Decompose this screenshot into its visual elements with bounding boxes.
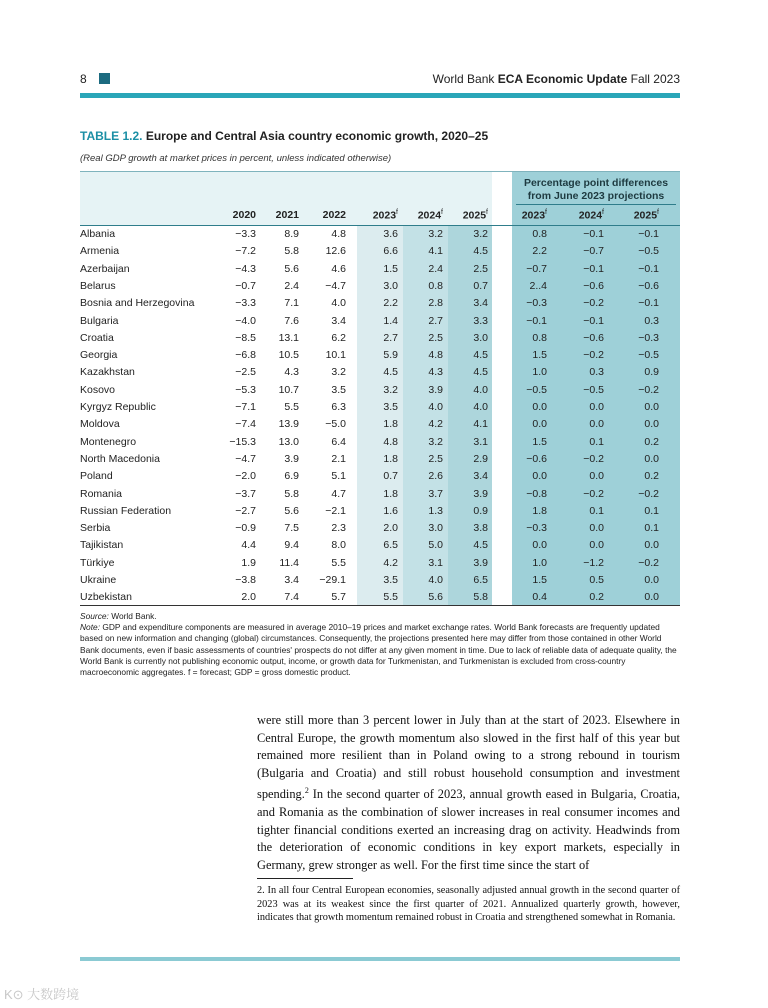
pp-col-header-2024: 2024$^f$ <box>578 209 604 222</box>
table-row <box>80 572 680 589</box>
table-row <box>80 468 680 485</box>
growth-value: 2.9 <box>473 452 488 465</box>
body-text-part1: were still more than 3 percent lower in July than at the start of 2023. Elsewhere in Central Europe, the growth momentum also slowed in the first half of this year but remained more resilient than in Poland owing to a strong rebound in tourism (Bulgaria and Croatia) and still robust household consumption and investment spending. <box>257 713 680 802</box>
growth-value: 4.5 <box>383 366 398 379</box>
growth-value: 3.9 <box>428 383 443 396</box>
growth-value: 4.5 <box>473 349 488 362</box>
growth-value: 4.1 <box>473 418 488 431</box>
growth-value: −0.7 <box>235 279 256 292</box>
pp-difference-value: −0.2 <box>583 452 604 465</box>
growth-value: −2.0 <box>235 470 256 483</box>
country-name: Tajikistan <box>80 539 124 552</box>
growth-value: 5.9 <box>383 349 398 362</box>
country-name: Armenia <box>80 245 120 258</box>
pp-difference-value: 0.1 <box>589 504 604 517</box>
country-name: Kosovo <box>80 383 116 396</box>
table-row <box>80 589 680 606</box>
growth-value: 10.1 <box>325 349 346 362</box>
running-head-title: ECA Economic Update <box>497 72 628 86</box>
growth-value: 1.6 <box>383 504 398 517</box>
growth-value: 2.7 <box>428 314 443 327</box>
growth-value: 4.3 <box>428 366 443 379</box>
pp-difference-value: 2.2 <box>532 245 547 258</box>
running-head <box>433 72 680 86</box>
footnote-rule <box>257 878 353 879</box>
growth-value: 3.4 <box>473 470 488 483</box>
country-name: Poland <box>80 470 113 483</box>
table-label: TABLE 1.2. <box>80 129 143 143</box>
growth-value: 5.6 <box>284 262 299 275</box>
growth-value: 2.0 <box>241 591 256 604</box>
pp-difference-value: 0.8 <box>532 331 547 344</box>
growth-value: 3.4 <box>331 314 346 327</box>
pp-difference-value: 0.1 <box>589 435 604 448</box>
pp-difference-value: 0.9 <box>644 366 659 379</box>
pp-difference-value: −0.5 <box>638 245 659 258</box>
country-name: Türkiye <box>80 556 115 569</box>
pp-difference-value: 0.0 <box>644 539 659 552</box>
growth-value: 7.5 <box>284 522 299 535</box>
table-row <box>80 520 680 537</box>
pp-difference-value: −0.2 <box>638 487 659 500</box>
table-row <box>80 399 680 416</box>
growth-value: 4.8 <box>428 349 443 362</box>
col-header-2021: 2021 <box>275 209 299 221</box>
growth-value: 1.8 <box>383 452 398 465</box>
pp-difference-value: 1.5 <box>532 435 547 448</box>
growth-value: 3.9 <box>473 556 488 569</box>
growth-value: −7.1 <box>235 401 256 413</box>
growth-value: 4.0 <box>473 401 488 413</box>
pp-difference-value: 0.5 <box>589 574 604 586</box>
note-label: Note: <box>80 622 101 633</box>
note-text: GDP and expenditure components are measured in average 2010–19 prices and market exchange rates. World Bank forecasts are frequently updated based on new information and changing (global) circumstances. Consequently, the projections presented here may differ from those contained in other World Bank documents, even if basic assessments of countries' prospects do not differ at any given moment in time. Due to lack of reliable data of adequate quality, the World Bank is currently not publishing economic output, income, or growth data for Turkmenistan, and Turkmenistan is excluded from cross-country macroeconomic aggregates. f = forecast; GDP = gross domestic product. <box>80 622 677 678</box>
growth-value: 3.5 <box>331 383 346 396</box>
footnote: 2. In all four Central European economies, seasonally adjusted annual growth in the second quarter of 2023 was at its weakest since the first quarter of 2021. Annualized quarterly growth, however, indicates that growth momentum remained robust in Croatia and strengthened somewhat in Romania. <box>257 885 680 924</box>
table-row <box>80 451 680 468</box>
table-row <box>80 330 680 347</box>
growth-value: 5.5 <box>383 591 398 604</box>
pp-difference-value: −0.5 <box>638 349 659 362</box>
growth-value: 4.0 <box>428 574 443 586</box>
pp-difference-value: 1.5 <box>532 574 547 586</box>
growth-value: 4.5 <box>473 366 488 379</box>
running-head-prefix: World Bank <box>432 72 498 86</box>
growth-value: 2.7 <box>383 331 398 344</box>
pp-difference-value: 0.0 <box>589 522 604 535</box>
col-header-2023: 2023$^f$ <box>372 209 398 222</box>
pp-difference-value: 2..4 <box>529 279 547 292</box>
table-row <box>80 486 680 503</box>
growth-value: −3.8 <box>235 574 256 586</box>
growth-value: 6.3 <box>331 401 346 413</box>
table-row <box>80 503 680 520</box>
pp-difference-value: 0.0 <box>589 418 604 431</box>
growth-value: −15.3 <box>229 435 256 448</box>
growth-value: 5.7 <box>331 591 346 604</box>
growth-value: 4.8 <box>383 435 398 448</box>
growth-value: 1.3 <box>428 504 443 517</box>
growth-value: −3.7 <box>235 487 256 500</box>
growth-value: 1.8 <box>383 418 398 431</box>
growth-value: 8.0 <box>331 539 346 552</box>
pp-difference-value: 0.0 <box>532 401 547 413</box>
pp-difference-value: 0.2 <box>644 470 659 483</box>
growth-value: 12.6 <box>325 245 346 258</box>
growth-value: 3.6 <box>383 228 398 240</box>
growth-value: 4.8 <box>331 228 346 240</box>
country-name: Moldova <box>80 418 120 431</box>
pp-difference-value: −0.8 <box>526 487 547 500</box>
growth-value: 2.2 <box>383 297 398 310</box>
growth-value: 5.5 <box>331 556 346 569</box>
pp-difference-value: −0.6 <box>583 279 604 292</box>
table-row <box>80 347 680 364</box>
source-label: Source: <box>80 611 109 621</box>
growth-value: 3.5 <box>383 401 398 413</box>
growth-value: −7.4 <box>235 418 256 431</box>
growth-value: 2.4 <box>284 279 299 292</box>
country-name: Montenegro <box>80 435 137 448</box>
growth-value: 3.5 <box>383 574 398 586</box>
country-name: Kazakhstan <box>80 366 135 379</box>
growth-value: 13.1 <box>278 331 299 344</box>
growth-value: 3.2 <box>383 383 398 396</box>
pp-difference-value: 0.0 <box>589 539 604 552</box>
country-name: Russian Federation <box>80 504 172 517</box>
source-line <box>80 611 680 622</box>
growth-value: 5.8 <box>284 487 299 500</box>
col-header-2020: 2020 <box>232 209 256 221</box>
growth-value: 3.3 <box>473 314 488 327</box>
growth-value: 4.0 <box>331 297 346 310</box>
country-name: Serbia <box>80 522 111 535</box>
note-line <box>80 622 680 678</box>
pp-heading-rule <box>516 204 676 205</box>
country-name: Romania <box>80 487 123 500</box>
pp-difference-value: −0.2 <box>583 297 604 310</box>
country-name: Kyrgyz Republic <box>80 401 156 413</box>
growth-value: 4.0 <box>428 401 443 413</box>
country-name: Bulgaria <box>80 314 119 327</box>
growth-value: 4.0 <box>473 383 488 396</box>
growth-value: 3.1 <box>428 556 443 569</box>
pp-difference-value: 1.0 <box>532 556 547 569</box>
pp-difference-value: −0.1 <box>583 262 604 275</box>
growth-value: 5.5 <box>284 401 299 413</box>
table-row <box>80 226 680 243</box>
pp-difference-value: 0.0 <box>644 574 659 586</box>
growth-value: 6.5 <box>383 539 398 552</box>
pp-col-header-2025: 2025$^f$ <box>633 209 659 222</box>
growth-value: 7.4 <box>284 591 299 604</box>
growth-value: 3.4 <box>473 297 488 310</box>
growth-value: 6.4 <box>331 435 346 448</box>
pp-difference-value: 1.0 <box>532 366 547 379</box>
pp-difference-value: 0.0 <box>589 470 604 483</box>
pp-difference-value: −0.5 <box>526 383 547 396</box>
pp-difference-value: 0.8 <box>532 228 547 240</box>
growth-value: −7.2 <box>235 245 256 258</box>
growth-value: 3.2 <box>428 228 443 240</box>
growth-value: −4.7 <box>235 452 256 465</box>
growth-value: 3.8 <box>473 522 488 535</box>
pp-difference-value: −0.2 <box>583 349 604 362</box>
pp-difference-value: −0.2 <box>638 383 659 396</box>
growth-value: −2.7 <box>235 504 256 517</box>
pp-difference-value: −0.6 <box>638 279 659 292</box>
growth-value: 3.2 <box>428 435 443 448</box>
pp-difference-value: 0.4 <box>532 591 547 604</box>
growth-value: 0.9 <box>473 504 488 517</box>
pp-difference-value: 0.0 <box>644 591 659 604</box>
growth-value: 4.2 <box>428 418 443 431</box>
table-row <box>80 434 680 451</box>
pp-difference-value: 0.0 <box>532 539 547 552</box>
growth-value: 4.6 <box>331 262 346 275</box>
col-header-2025: 2025$^f$ <box>462 209 488 222</box>
pp-difference-value: −0.1 <box>638 297 659 310</box>
growth-value: 5.1 <box>331 470 346 483</box>
growth-value: 3.1 <box>473 435 488 448</box>
growth-value: 4.7 <box>331 487 346 500</box>
growth-value: −3.3 <box>235 297 256 310</box>
growth-value: 5.6 <box>284 504 299 517</box>
country-name: North Macedonia <box>80 452 160 465</box>
growth-value: −6.8 <box>235 349 256 362</box>
pp-difference-value: 0.0 <box>589 401 604 413</box>
pp-difference-value: −0.3 <box>638 331 659 344</box>
pp-heading-line2: from June 2023 projections <box>527 190 665 202</box>
growth-value: 0.8 <box>428 279 443 292</box>
table-row <box>80 416 680 433</box>
pp-heading-line1: Percentage point differences <box>523 177 669 189</box>
table-row <box>80 555 680 572</box>
pp-difference-value: 1.8 <box>532 504 547 517</box>
growth-value: 9.4 <box>284 539 299 552</box>
growth-value: 1.9 <box>241 556 256 569</box>
country-name: Uzbekistan <box>80 591 132 604</box>
pp-difference-value: −1.2 <box>583 556 604 569</box>
pp-difference-value: 0.1 <box>644 522 659 535</box>
pp-difference-value: 0.2 <box>589 591 604 604</box>
growth-value: 4.5 <box>473 245 488 258</box>
table-row <box>80 243 680 260</box>
growth-value: 3.2 <box>473 228 488 240</box>
growth-value: 2.1 <box>331 452 346 465</box>
pp-difference-value: −0.1 <box>583 314 604 327</box>
growth-value: 3.4 <box>284 574 299 586</box>
pp-difference-value: −0.6 <box>526 452 547 465</box>
growth-value: 7.1 <box>284 297 299 310</box>
growth-value: 2.3 <box>331 522 346 535</box>
running-head-suffix: Fall 2023 <box>627 72 680 86</box>
body-paragraph <box>257 712 680 874</box>
growth-value: −4.3 <box>235 262 256 275</box>
growth-value: 1.4 <box>383 314 398 327</box>
table-title <box>80 129 488 143</box>
growth-value: 3.0 <box>473 331 488 344</box>
growth-value: 5.6 <box>428 591 443 604</box>
growth-value: 4.1 <box>428 245 443 258</box>
table-notes <box>80 611 680 678</box>
growth-value: 6.6 <box>383 245 398 258</box>
growth-value: −2.5 <box>235 366 256 379</box>
growth-value: 0.7 <box>473 279 488 292</box>
table-row <box>80 295 680 312</box>
country-name: Georgia <box>80 349 118 362</box>
growth-value: 1.5 <box>383 262 398 275</box>
pp-difference-value: −0.2 <box>583 487 604 500</box>
pp-difference-value: −0.1 <box>583 228 604 240</box>
pp-difference-value: −0.7 <box>526 262 547 275</box>
country-name: Ukraine <box>80 574 117 586</box>
pp-difference-value: 0.0 <box>644 401 659 413</box>
growth-value: −5.3 <box>235 383 256 396</box>
pp-difference-value: −0.3 <box>526 297 547 310</box>
pp-difference-value: 0.2 <box>644 435 659 448</box>
page-header <box>80 70 680 90</box>
source-text: World Bank. <box>108 611 157 621</box>
country-name: Croatia <box>80 331 114 344</box>
header-rule <box>80 93 680 98</box>
growth-value: 8.9 <box>284 228 299 240</box>
pp-difference-value: −0.5 <box>583 383 604 396</box>
country-name: Bosnia and Herzegovina <box>80 297 195 310</box>
growth-value: −3.3 <box>235 228 256 240</box>
pp-difference-value: 0.0 <box>532 470 547 483</box>
table-subtitle: (Real GDP growth at market prices in percent, unless indicated otherwise) <box>80 153 392 164</box>
growth-value: 2.0 <box>383 522 398 535</box>
growth-value: 3.9 <box>284 452 299 465</box>
pp-difference-value: −0.1 <box>526 314 547 327</box>
table-row <box>80 382 680 399</box>
pp-difference-value: −0.6 <box>583 331 604 344</box>
growth-value: 3.7 <box>428 487 443 500</box>
footnote-reference[interactable]: 2 <box>304 786 309 796</box>
growth-value: 10.7 <box>278 383 299 396</box>
growth-value: 4.5 <box>473 539 488 552</box>
page-marker-square <box>99 73 110 84</box>
growth-value: 5.8 <box>473 591 488 604</box>
growth-value: −4.7 <box>325 279 346 292</box>
growth-value: 13.0 <box>278 435 299 448</box>
table-row <box>80 261 680 278</box>
table-row <box>80 313 680 330</box>
growth-value: −29.1 <box>319 574 346 586</box>
pp-difference-value: −0.7 <box>583 245 604 258</box>
growth-value: 4.4 <box>241 539 256 552</box>
growth-value: 6.9 <box>284 470 299 483</box>
pp-differences-heading <box>512 177 680 203</box>
growth-value: 3.0 <box>428 522 443 535</box>
growth-value: 4.3 <box>284 366 299 379</box>
growth-value: 2.8 <box>428 297 443 310</box>
growth-value: −5.0 <box>325 418 346 431</box>
growth-value: −8.5 <box>235 331 256 344</box>
growth-value: 11.4 <box>279 556 299 569</box>
table-row <box>80 278 680 295</box>
page-number: 8 <box>80 72 87 86</box>
growth-value: 10.5 <box>278 349 299 362</box>
table-row <box>80 537 680 554</box>
pp-difference-value: 0.0 <box>644 418 659 431</box>
growth-value: 2.5 <box>428 331 443 344</box>
pp-difference-value: 0.1 <box>644 504 659 517</box>
growth-value: 1.8 <box>383 487 398 500</box>
table-bottom-rule <box>80 605 680 606</box>
pp-difference-value: −0.1 <box>638 228 659 240</box>
growth-value: 6.5 <box>473 574 488 586</box>
country-name: Azerbaijan <box>80 262 130 275</box>
pp-difference-value: 1.5 <box>532 349 547 362</box>
growth-value: 4.2 <box>383 556 398 569</box>
growth-value: 3.2 <box>331 366 346 379</box>
col-header-2024: 2024$^f$ <box>417 209 443 222</box>
growth-value: 7.6 <box>284 314 299 327</box>
table-title-text: Europe and Central Asia country economic growth, 2020–25 <box>145 129 489 143</box>
pp-difference-value: −0.1 <box>638 262 659 275</box>
country-name: Belarus <box>80 279 116 292</box>
growth-value: 3.9 <box>473 487 488 500</box>
table-row <box>80 364 680 381</box>
pp-difference-value: 0.0 <box>532 418 547 431</box>
pp-difference-value: 0.3 <box>644 314 659 327</box>
pp-difference-value: −0.2 <box>638 556 659 569</box>
body-text-part2: In the second quarter of 2023, annual growth eased in Bulgaria, Croatia, and Romania as the combination of slower increases in real consumer incomes and tighter financial conditions exerted an increasing drag on activity. Headwinds from the deterioration of economic conditions in key export markets, especially in Germany, grew stronger as well. For the first time since the start of <box>257 787 680 872</box>
growth-value: −4.0 <box>235 314 256 327</box>
growth-value: 3.0 <box>383 279 398 292</box>
growth-value: 6.2 <box>331 331 346 344</box>
growth-value: 13.9 <box>278 418 299 431</box>
pp-difference-value: −0.3 <box>526 522 547 535</box>
pp-difference-value: 0.0 <box>644 452 659 465</box>
growth-value: −2.1 <box>325 504 346 517</box>
pp-difference-value: 0.3 <box>589 366 604 379</box>
watermark-logo: K⊙ 大数跨境 <box>4 987 80 1002</box>
growth-value: 0.7 <box>383 470 398 483</box>
growth-value: 5.8 <box>284 245 299 258</box>
growth-value: 2.4 <box>428 262 443 275</box>
growth-value: 5.0 <box>428 539 443 552</box>
col-header-2022: 2022 <box>322 209 346 221</box>
country-name: Albania <box>80 228 116 240</box>
growth-value: −0.9 <box>235 522 256 535</box>
growth-value: 2.5 <box>428 452 443 465</box>
growth-value: 2.5 <box>473 262 488 275</box>
footer-rule <box>80 957 680 961</box>
pp-col-header-2023: 2023$^f$ <box>521 209 547 222</box>
growth-value: 2.6 <box>428 470 443 483</box>
